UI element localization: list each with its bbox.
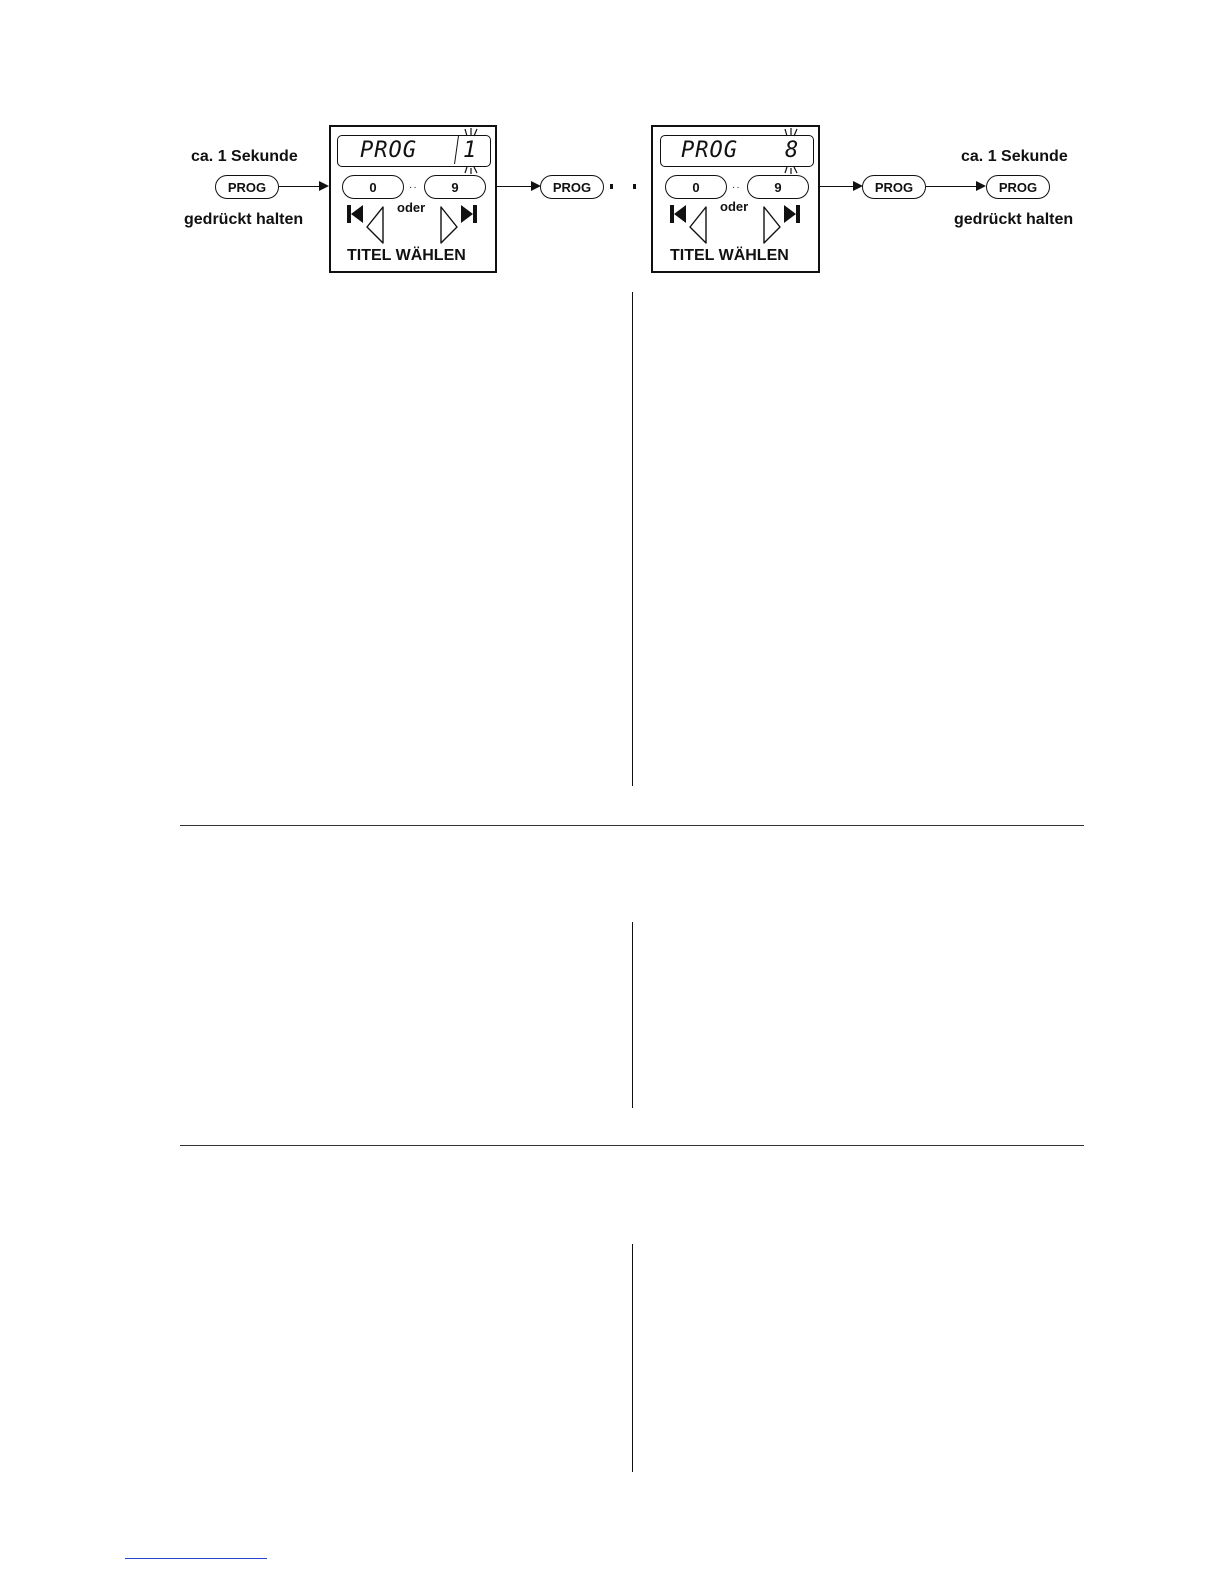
skip-back-icon-1[interactable] <box>345 203 385 245</box>
arrow-box2-to-prog <box>820 186 861 187</box>
end-top-label: ca. 1 Sekunde <box>961 148 1068 165</box>
lcd-prog-text-1: PROG <box>360 138 417 163</box>
range-dots-2: ·· <box>732 182 741 193</box>
footnote-rule <box>125 1558 267 1559</box>
oder-label-1: oder <box>397 200 426 215</box>
arrow-prog-to-end <box>926 186 984 187</box>
column-divider-3 <box>632 1244 633 1472</box>
key-9-button-2[interactable]: 9 <box>747 175 809 199</box>
blink-icon-2 <box>777 127 803 175</box>
display-box-2 <box>651 125 820 273</box>
key-0-button-2[interactable]: 0 <box>665 175 727 199</box>
column-divider-1 <box>632 292 633 786</box>
lcd-number-1: 1 <box>463 138 478 163</box>
skip-forward-icon-1[interactable] <box>439 203 481 245</box>
arrow-start-to-box1 <box>279 186 327 187</box>
arrow-box1-to-prog <box>497 186 539 187</box>
oder-label-2: oder <box>720 199 749 214</box>
section-divider-1 <box>180 825 1084 826</box>
column-divider-2 <box>632 922 633 1108</box>
skip-forward-icon-2[interactable] <box>762 203 804 245</box>
separator-dot-2 <box>633 184 636 189</box>
blink-icon-1 <box>457 127 483 175</box>
lcd-prog-text-2: PROG <box>681 138 738 163</box>
end-bottom-label: gedrückt halten <box>954 211 1074 228</box>
caption-titel-waehlen-1: TITEL WÄHLEN <box>347 247 466 264</box>
key-9-button-1[interactable]: 9 <box>424 175 486 199</box>
middle-prog-button[interactable]: PROG <box>540 175 604 199</box>
skip-back-icon-2[interactable] <box>668 203 708 245</box>
end-prog-button[interactable]: PROG <box>986 175 1050 199</box>
display-box-1 <box>329 125 497 273</box>
lcd-number-2: 8 <box>785 138 800 163</box>
start-top-label: ca. 1 Sekunde <box>191 148 298 165</box>
key-0-button-1[interactable]: 0 <box>342 175 404 199</box>
start-prog-button[interactable]: PROG <box>215 175 279 199</box>
caption-titel-waehlen-2: TITEL WÄHLEN <box>670 247 789 264</box>
separator-dot-1 <box>610 184 613 189</box>
range-dots-1: ·· <box>409 182 418 193</box>
after-prog-button[interactable]: PROG <box>862 175 926 199</box>
section-divider-2 <box>180 1145 1084 1146</box>
start-bottom-label: gedrückt halten <box>184 211 304 228</box>
